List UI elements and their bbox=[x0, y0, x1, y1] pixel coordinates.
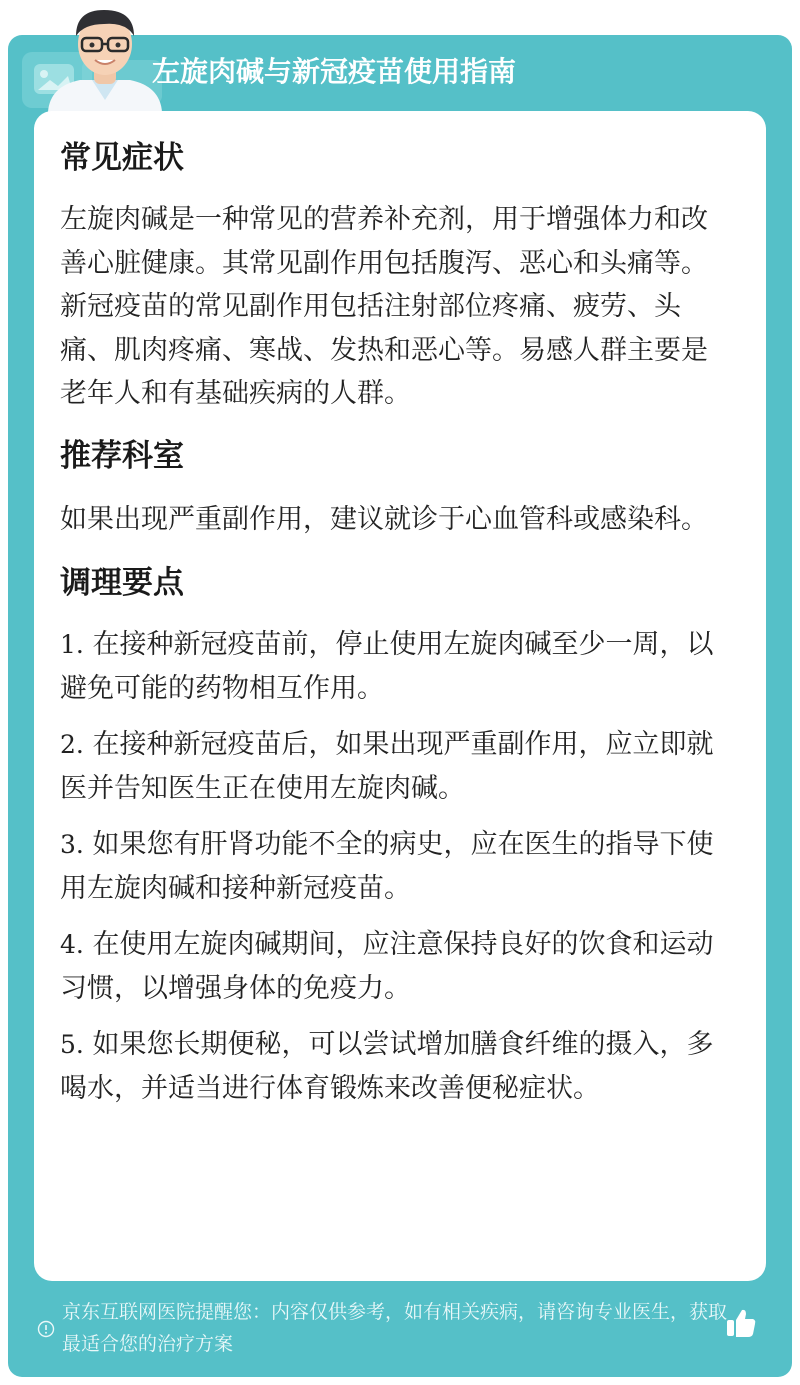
care-list bbox=[60, 623, 730, 1110]
thumbs-up-icon[interactable] bbox=[724, 1306, 758, 1340]
list-item: 1. 在接种新冠疫苗前，停止使用左旋肉碱至少一周，以避免可能的药物相互作用。 bbox=[60, 629, 714, 704]
page-title: 左旋肉碱与新冠疫苗使用指南 bbox=[152, 55, 517, 88]
symptoms-text: 左旋肉碱是一种常见的营养补充剂，用于增强体力和改善心脏健康。其常见副作用包括腹泻、恶心和头痛等。新冠疫苗的常见副作用包括注射部位疼痛、疲劳、头痛、肌肉疼痛、寒战、发热和恶心等。易感人群主要是老年人和有基础疾病的人群。 bbox=[60, 204, 708, 409]
doctor-avatar-icon bbox=[40, 0, 170, 112]
section-title-department: 推荐科室 bbox=[60, 437, 184, 474]
section-title-care: 调理要点 bbox=[60, 565, 184, 601]
list-item: 5. 如果您长期便秘，可以尝试增加膳食纤维的摄入，多喝水，并适当进行体育锻炼来改善便秘症状。 bbox=[60, 1029, 714, 1104]
department-text: 如果出现严重副作用，建议就诊于心血管科或感染科。 bbox=[60, 503, 708, 535]
list-item: 2. 在接种新冠疫苗后，如果出现严重副作用，应立即就医并告知医生正在使用左旋肉碱。 bbox=[60, 729, 714, 804]
guide-content bbox=[60, 130, 730, 1123]
list-item: 4. 在使用左旋肉碱期间，应注意保持良好的饮食和运动习惯，以增强身体的免疫力。 bbox=[60, 929, 714, 1004]
section-title-symptoms: 常见症状 bbox=[60, 140, 184, 176]
list-item: 3. 如果您有肝肾功能不全的病史，应在医生的指导下使用左旋肉碱和接种新冠疫苗。 bbox=[60, 829, 714, 904]
disclaimer-text: 京东互联网医院提醒您：内容仅供参考，如有相关疾病，请咨询专业医生，获取最适合您的治疗方案 bbox=[62, 1301, 728, 1355]
info-icon bbox=[37, 1320, 55, 1338]
